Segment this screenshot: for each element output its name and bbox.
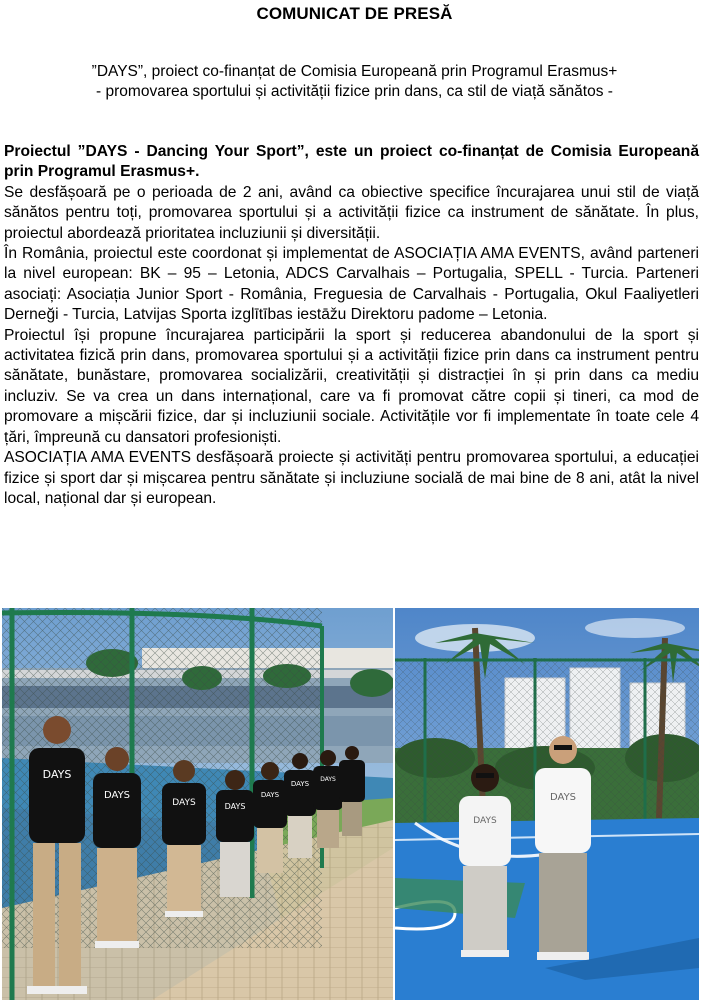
- paragraph-4: ASOCIAȚIA AMA EVENTS desfășoară proiecte și activități pentru promovarea sportului, a educației fizice și sport dar și mișcarea pentru sănătate și incluziune socială de mai bine de 8 ani, atât la nivel local, național dar și european.: [4, 449, 699, 507]
- shirt-text: DAYS: [290, 780, 310, 788]
- press-release-body: [4, 142, 699, 509]
- paragraph-2: În România, proiectul este coordonat și implementat de ASOCIAȚIA AMA EVENTS, având parteneri la nivel european: BK – 95 – Letonia, ADCS Carvalhais – Portugalia, SPELL - Turcia. Parteneri asociați: Asociația Junior Sport - România, Freguesia de Carvalhais - Portugalia, Okul Faaliyetleri Derneği - Turcia, Latvijas Sporta izglītības iestāžu Direktoru padome – Letonia.: [4, 245, 699, 324]
- document-title: COMUNICAT DE PRESĂ: [256, 4, 453, 23]
- shirt-text: DAYS: [320, 776, 336, 783]
- photo-collage: [2, 608, 699, 1000]
- shirt-text: DAYS: [260, 791, 280, 799]
- paragraph-3: Proiectul își propune încurajarea participării la sport și reducerea abandonului de la sport și activitatea fizică prin dans, promovarea sportului și a activității fizice prin dans ca instrument pentru sănătate, bunăstare, promovarea socializării, creativității și distracției în și prin dans ca mediu incluziv. Se va crea un dans internațional, care va fi promovat către copii și tineri, ca mod de promovare a mișcării fizice, dar și incluziunii sociale. Activitățile vor fi implementate în toate cele 4 țări, împreună cu dansatori profesioniști.: [4, 326, 699, 446]
- subtitle-line-2: - promovarea sportului și activității fizice prin dans, ca stil de viață sănătos -: [96, 83, 613, 100]
- shirt-text: DAYS: [172, 798, 196, 808]
- shirt-text: DAYS: [224, 802, 246, 811]
- duo-photo: [395, 608, 699, 1000]
- shirt-text: DAYS: [42, 768, 72, 781]
- shirt-text: DAYS: [103, 790, 131, 801]
- paragraph-1: Se desfășoară pe o perioada de 2 ani, având ca obiective specifice încurajarea unui stil de viață sănătos pentru toți, promovarea sportului și a activității fizice ca instrument de sănătate. În plus, proiectul abordează prioritatea incluziunii și diversității.: [4, 183, 699, 242]
- shirt-text: DAYS: [473, 816, 497, 826]
- shirt-text: DAYS: [549, 792, 577, 803]
- group-photo: [2, 608, 393, 1000]
- subtitle-line-1: ”DAYS”, proiect co-finanțat de Comisia Europeană prin Programul Erasmus+: [91, 63, 618, 80]
- document-subtitle: [0, 62, 709, 102]
- lead-paragraph: Proiectul ”DAYS - Dancing Your Sport”, este un proiect co-finanțat de Comisia Europeană prin Programul Erasmus+.: [4, 143, 699, 181]
